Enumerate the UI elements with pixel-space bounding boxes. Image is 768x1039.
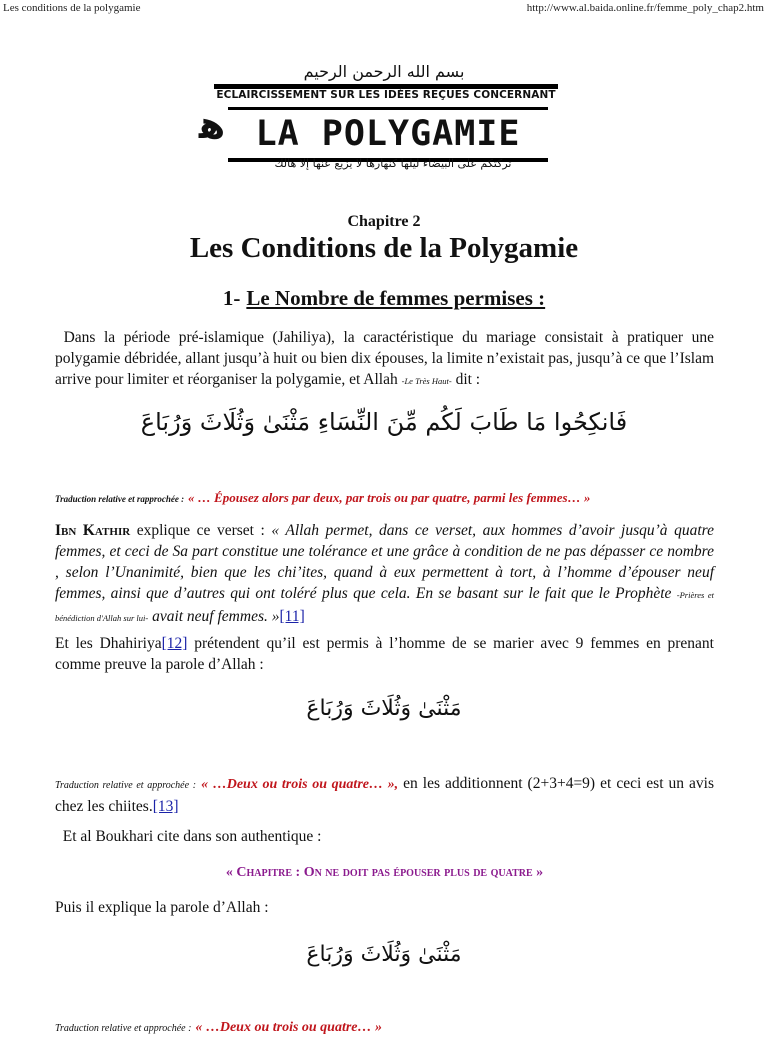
translation-label: Traduction relative et approchée : <box>55 1023 192 1034</box>
quran-verse-1: فَانكِحُوا مَا طَابَ لَكُم مِّنَ النِّسَاءِ مَثْنَىٰ وَثُلَاثَ وَرُبَاعَ <box>140 408 628 436</box>
translation-rest: en les additionnent (2+3+4=9) et ceci est un avis chez les chiites. <box>55 775 715 815</box>
quran-verse-3: مَثْنَىٰ وَثُلَاثَ وَرُبَاعَ <box>306 942 462 967</box>
section-title: Le Nombre de femmes permises : <box>246 286 546 310</box>
footnote-link-11[interactable]: [11] <box>279 608 305 625</box>
intro-end: dit : <box>451 371 481 388</box>
dhahiriya-paragraph <box>55 633 714 675</box>
translation-2 <box>55 773 714 817</box>
calligraphy-ornament: ﻫ <box>198 103 226 147</box>
translation-text: « …Deux ou trois ou quatre… » <box>195 1020 383 1035</box>
footnote-link-13[interactable]: [13] <box>152 798 179 815</box>
explain-paragraph: Puis il explique la parole d’Allah : <box>55 899 269 916</box>
site-banner <box>198 62 570 174</box>
page-url: http://www.al.baida.online.fr/femme_poly_chap2.htm <box>526 2 764 14</box>
page-title: Les Conditions de la Polygamie <box>189 232 579 264</box>
translation-3 <box>55 1016 714 1039</box>
ibn-kathir-quote-end: avait neuf femmes. » <box>148 608 280 625</box>
honorific: -Prières et bénédiction d'Allah sur lui- <box>55 590 714 623</box>
banner-title-box <box>228 107 548 162</box>
translation-label: Traduction relative et approchée : <box>55 780 197 791</box>
quran-verse-2: مَثْنَىٰ وَثُلَاثَ وَرُبَاعَ <box>306 696 462 721</box>
honorific: -Le Très Haut- <box>401 376 452 386</box>
dhahiriya-text: Et les Dhahiriya <box>55 635 162 652</box>
translation-label: Traduction relative et rapprochée : <box>55 494 185 504</box>
ibn-kathir-paragraph <box>55 520 714 629</box>
boukhari-chapter: « Chapitre : On ne doit pas épouser plus de quatre » <box>225 865 544 880</box>
banner-subtitle: ECLAIRCISSEMENT SUR LES IDÉES REÇUES CONCERNANT <box>216 89 556 101</box>
footnote-link-12[interactable]: [12] <box>161 635 188 652</box>
scholar-name: Ibn Kathir <box>55 522 131 539</box>
translation-1 <box>55 487 714 510</box>
boukhari-text: Et al Boukhari cite dans son authentique : <box>62 828 322 845</box>
section-heading <box>0 286 768 311</box>
translation-text: « …Deux ou trois ou quatre… », <box>201 777 399 792</box>
print-header <box>0 0 768 18</box>
section-number: 1- <box>222 286 241 310</box>
page-title-header: Les conditions de la polygamie <box>3 2 141 14</box>
intro-paragraph <box>55 327 714 392</box>
banner-title: LA POLYGAMIE <box>255 114 521 154</box>
boukhari-paragraph <box>55 826 714 847</box>
dhahiriya-text-b: prétendent qu’il est permis à l’homme de se marier avec 9 femmes en prenant comme preuve la parole d’Allah : <box>55 635 714 673</box>
ibn-kathir-intro: explique ce verset : <box>130 522 272 539</box>
basmala: بسم الله الرحمن الرحيم <box>303 62 465 81</box>
intro-text: Dans la période pré-islamique (Jahiliya), la caractéristique du mariage consistait à pratiquer une polygamie débridée, allant jusqu’à huit ou bien dix épouses, la limite n’existait pas, jusqu’à ce que l’Islam arrive pour limiter et réorganiser la polygamie, et Allah <box>55 329 715 388</box>
translation-text: « … Épousez alors par deux, par trois ou par quatre, parmi les femmes… » <box>188 490 591 505</box>
ibn-kathir-quote: « Allah permet, dans ce verset, aux hommes d’avoir jusqu’à quatre femmes, et ceci de Sa part constitue une tolérance et une grâce à condition de ne pas dépasser ce nombre , selon l’Unanimité, bien que les chi’ites, quand à eux permettent à tort, à l’homme d’épouser neuf femmes, ainsi que d’autres qui ont toléré plus que cela. En se basant sur le fait que le Prophète <box>55 522 715 602</box>
banner-arabic-footer: تركتكم على البيضاء ليلها كنهارها لا يزيغ عنها إلا هالك <box>274 157 512 170</box>
chapter-label: Chapitre 2 <box>347 213 421 230</box>
